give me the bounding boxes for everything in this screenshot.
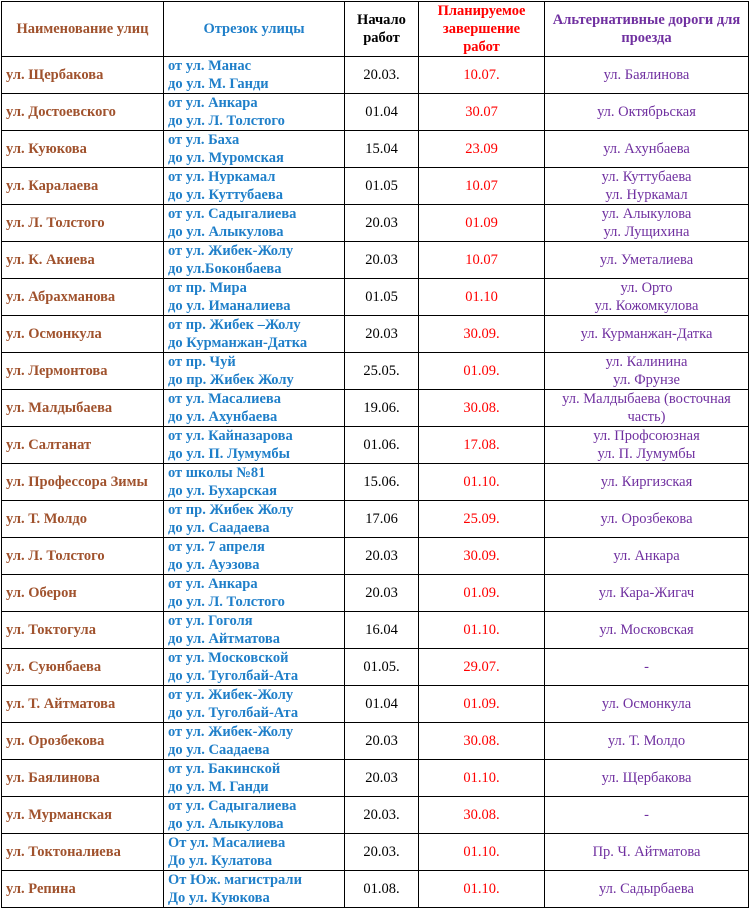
street-name-text: ул. Суюнбаева	[6, 659, 102, 675]
table-row	[2, 168, 749, 205]
street-segment	[164, 575, 345, 612]
start-date-text: 20.03.	[363, 844, 400, 860]
table-row	[2, 834, 749, 871]
alternative-roads	[545, 538, 749, 575]
street-name-text: ул. Щербакова	[6, 67, 104, 83]
street-segment-text: От Юж. магистрали	[168, 872, 302, 888]
planned-end-date	[419, 871, 545, 908]
alternative-roads-text: ул. Уметалиева	[599, 252, 694, 268]
start-date-text: 19.06.	[363, 400, 400, 416]
table-row	[2, 316, 749, 353]
table-row	[2, 760, 749, 797]
alternative-roads-text: ул. Киргизская	[600, 474, 693, 490]
table-row	[2, 242, 749, 279]
start-date	[345, 205, 419, 242]
street-segment-text: до ул. Иманалиева	[168, 298, 291, 314]
table-row	[2, 501, 749, 538]
planned-end-date	[419, 205, 545, 242]
alternative-roads-text: ул. Алыкулова	[601, 206, 692, 222]
start-date-text: 20.03	[365, 770, 398, 786]
street-name	[2, 390, 164, 427]
street-segment-text: до ул. Куттубаева	[168, 187, 284, 203]
street-segment	[164, 871, 345, 908]
table-row	[2, 353, 749, 390]
start-date	[345, 279, 419, 316]
street-segment-text: от пр. Жибек –Жолу	[168, 317, 301, 333]
start-date	[345, 649, 419, 686]
street-segment	[164, 131, 345, 168]
street-name-text: ул. Лермонтова	[6, 363, 108, 379]
start-date	[345, 612, 419, 649]
alternative-roads-text: ул. Т. Молдо	[607, 733, 686, 749]
alternative-roads-text: ул. Кара-Жигач	[598, 585, 695, 601]
start-date-text: 17.06	[365, 511, 398, 527]
street-name	[2, 686, 164, 723]
street-name	[2, 131, 164, 168]
street-name	[2, 834, 164, 871]
street-name	[2, 427, 164, 464]
street-segment	[164, 390, 345, 427]
alternative-roads-text: -	[644, 807, 649, 823]
street-name-text: ул. Мурманская	[6, 807, 112, 823]
alternative-roads-text: ул. Щербакова	[601, 770, 692, 786]
header-row	[2, 2, 749, 57]
street-name	[2, 316, 164, 353]
start-date	[345, 723, 419, 760]
start-date	[345, 834, 419, 871]
alternative-roads-text: ул. Курманжан-Датка	[580, 326, 713, 342]
street-name	[2, 205, 164, 242]
planned-end-date-text: 30.07	[465, 104, 498, 120]
street-segment-text: до ул. Саадаева	[168, 742, 270, 758]
start-date-text: 01.04	[365, 696, 398, 712]
street-segment-text: от ул. Масалиева	[168, 391, 282, 407]
alternative-roads	[545, 279, 749, 316]
street-name	[2, 612, 164, 649]
street-segment	[164, 168, 345, 205]
start-date	[345, 57, 419, 94]
alternative-roads-text: ул. Садырбаева	[599, 881, 694, 897]
street-segment-text: до ул. Саадаева	[168, 520, 270, 536]
table-row	[2, 464, 749, 501]
start-date-text: 20.03	[365, 585, 398, 601]
table-row	[2, 205, 749, 242]
alternative-roads-text: ул. Московская	[599, 622, 694, 638]
table-row	[2, 612, 749, 649]
table-row	[2, 871, 749, 908]
planned-end-date-text: 01.10.	[463, 881, 500, 897]
planned-end-date	[419, 501, 545, 538]
table-row	[2, 686, 749, 723]
street-segment-text: от школы №81	[168, 465, 266, 481]
table-row	[2, 538, 749, 575]
start-date-text: 20.03.	[363, 807, 400, 823]
start-date	[345, 131, 419, 168]
street-segment	[164, 279, 345, 316]
alternative-roads-text: часть)	[627, 409, 666, 425]
table-row	[2, 131, 749, 168]
street-segment-text: до ул. Туголбай-Ата	[168, 668, 299, 684]
table-row	[2, 57, 749, 94]
start-date	[345, 464, 419, 501]
street-segment	[164, 797, 345, 834]
street-segment	[164, 316, 345, 353]
planned-end-date-text: 10.07.	[463, 67, 500, 83]
header-street: Наименование улиц	[2, 2, 164, 57]
start-date	[345, 760, 419, 797]
start-date-text: 20.03	[365, 215, 398, 231]
alternative-roads-text: ул. Профсоюзная	[593, 428, 700, 444]
street-name	[2, 649, 164, 686]
street-segment-text: от ул. Манас	[168, 58, 252, 74]
street-segment-text: до ул. Алыкулова	[168, 224, 284, 240]
planned-end-date-text: 01.10.	[463, 770, 500, 786]
street-segment-text: от ул. Жибек-Жолу	[168, 687, 294, 703]
street-name	[2, 242, 164, 279]
street-segment-text: от ул. Московской	[168, 650, 289, 666]
street-segment-text: до ул.Боконбаева	[168, 261, 282, 277]
alternative-roads-text: ул. Осмонкула	[601, 696, 692, 712]
alternative-roads	[545, 871, 749, 908]
alternative-roads-text: ул. Малдыбаева (восточная	[562, 391, 731, 407]
planned-end-date-text: 29.07.	[463, 659, 500, 675]
street-segment-text: от пр. Жибек Жолу	[168, 502, 294, 518]
alternative-roads	[545, 649, 749, 686]
start-date-text: 16.04	[365, 622, 398, 638]
street-segment-text: до ул. М. Ганди	[168, 76, 269, 92]
street-name-text: ул. К. Акиева	[6, 252, 95, 268]
start-date-text: 15.06.	[363, 474, 400, 490]
alternative-roads	[545, 797, 749, 834]
street-segment-text: от ул. Садыгалиева	[168, 206, 297, 222]
street-segment-text: от ул. Анкара	[168, 576, 258, 592]
street-name-text: ул. Л. Толстого	[6, 215, 105, 231]
start-date	[345, 316, 419, 353]
street-segment-text: от ул. Анкара	[168, 95, 258, 111]
start-date	[345, 427, 419, 464]
street-segment-text: До ул. Кулатова	[168, 853, 273, 869]
header-start: Начало работ	[345, 2, 419, 57]
street-name-text: ул. Орозбекова	[6, 733, 105, 749]
planned-end-date	[419, 686, 545, 723]
street-segment-text: от ул. Бакинской	[168, 761, 281, 777]
roadworks-table	[1, 1, 749, 908]
street-segment-text: до ул. Ауэзова	[168, 557, 260, 573]
start-date	[345, 94, 419, 131]
alternative-roads-text: ул. Кожомкулова	[594, 298, 699, 314]
street-segment-text: от пр. Чуй	[168, 354, 236, 370]
start-date-text: 01.05	[365, 289, 398, 305]
planned-end-date-text: 01.10	[465, 289, 498, 305]
street-segment-text: от ул. 7 апреля	[168, 539, 265, 555]
planned-end-date-text: 30.09.	[463, 326, 500, 342]
header-alt: Альтернативные дороги для проезда	[545, 2, 749, 57]
street-name	[2, 575, 164, 612]
start-date	[345, 390, 419, 427]
street-segment	[164, 612, 345, 649]
planned-end-date-text: 17.08.	[463, 437, 500, 453]
street-segment-text: от ул. Садыгалиева	[168, 798, 297, 814]
planned-end-date	[419, 575, 545, 612]
street-name-text: ул. Баялинова	[6, 770, 100, 786]
street-name-text: ул. Токтогула	[6, 622, 96, 638]
street-segment	[164, 538, 345, 575]
street-segment-text: от ул. Баха	[168, 132, 240, 148]
street-segment	[164, 760, 345, 797]
street-segment-text: до ул. П. Лумумбы	[168, 446, 290, 462]
street-segment-text: от ул. Жибек-Жолу	[168, 243, 294, 259]
alternative-roads-text: ул. Фрунзе	[613, 372, 680, 388]
alternative-roads	[545, 612, 749, 649]
planned-end-date-text: 25.09.	[463, 511, 500, 527]
start-date-text: 20.03	[365, 252, 398, 268]
alternative-roads	[545, 760, 749, 797]
planned-end-date-text: 30.09.	[463, 548, 500, 564]
table-row	[2, 94, 749, 131]
street-name	[2, 797, 164, 834]
street-name	[2, 538, 164, 575]
street-name-text: ул. Оберон	[6, 585, 77, 601]
alternative-roads-text: ул. Калинина	[605, 354, 688, 370]
planned-end-date-text: 30.08.	[463, 807, 500, 823]
start-date	[345, 686, 419, 723]
street-name	[2, 94, 164, 131]
start-date-text: 20.03.	[363, 67, 400, 83]
street-name-text: ул. Куюкова	[6, 141, 87, 157]
planned-end-date	[419, 760, 545, 797]
street-segment	[164, 834, 345, 871]
start-date	[345, 501, 419, 538]
alternative-roads-text: ул. Орозбекова	[600, 511, 693, 527]
start-date	[345, 871, 419, 908]
alternative-roads-text: Пр. Ч. Айтматова	[592, 844, 701, 860]
planned-end-date-text: 01.09.	[463, 696, 500, 712]
street-name	[2, 871, 164, 908]
start-date	[345, 538, 419, 575]
planned-end-date	[419, 538, 545, 575]
street-name-text: ул. Профессора Зимы	[6, 474, 148, 490]
street-name-text: ул. Токтоналиева	[6, 844, 121, 860]
street-name	[2, 723, 164, 760]
street-segment	[164, 353, 345, 390]
planned-end-date	[419, 353, 545, 390]
street-name-text: ул. Каралаева	[6, 178, 99, 194]
start-date	[345, 797, 419, 834]
planned-end-date	[419, 390, 545, 427]
street-segment-text: до Курманжан-Датка	[168, 335, 308, 351]
street-name	[2, 353, 164, 390]
planned-end-date	[419, 94, 545, 131]
planned-end-date	[419, 131, 545, 168]
header-segment: Отрезок улицы	[164, 2, 345, 57]
planned-end-date-text: 01.10.	[463, 622, 500, 638]
alternative-roads	[545, 168, 749, 205]
street-segment-text: До ул. Куюкова	[168, 890, 270, 906]
street-segment-text: до ул. Л. Толстого	[168, 113, 285, 129]
alternative-roads-text: ул. Орто	[620, 280, 673, 296]
alternative-roads	[545, 464, 749, 501]
alternative-roads-text: ул. П. Лумумбы	[597, 446, 696, 462]
street-name-text: ул. Осмонкула	[6, 326, 102, 342]
alternative-roads-text: ул. Куттубаева	[601, 169, 692, 185]
planned-end-date-text: 10.07	[465, 178, 498, 194]
street-segment	[164, 57, 345, 94]
street-name-text: ул. Абрахманова	[6, 289, 116, 305]
alternative-roads-text: ул. Ахунбаева	[603, 141, 690, 157]
start-date	[345, 353, 419, 390]
planned-end-date-text: 30.08.	[463, 400, 500, 416]
street-name-text: ул. Репина	[6, 881, 76, 897]
start-date-text: 15.04	[365, 141, 398, 157]
planned-end-date-text: 01.09.	[463, 585, 500, 601]
street-name-text: ул. Л. Толстого	[6, 548, 105, 564]
street-name	[2, 760, 164, 797]
street-segment	[164, 723, 345, 760]
street-segment-text: до ул. М. Ганди	[168, 779, 269, 795]
planned-end-date	[419, 464, 545, 501]
street-name	[2, 57, 164, 94]
planned-end-date-text: 01.10.	[463, 474, 500, 490]
street-segment	[164, 649, 345, 686]
start-date-text: 01.05	[365, 178, 398, 194]
planned-end-date	[419, 168, 545, 205]
street-segment	[164, 501, 345, 538]
street-name	[2, 501, 164, 538]
alternative-roads	[545, 427, 749, 464]
planned-end-date	[419, 649, 545, 686]
alternative-roads	[545, 834, 749, 871]
table-body	[2, 57, 749, 908]
table-row	[2, 575, 749, 612]
alternative-roads	[545, 723, 749, 760]
start-date-text: 01.06.	[363, 437, 400, 453]
street-segment-text: до ул. Бухарская	[168, 483, 277, 499]
street-segment-text: до ул. Ахунбаева	[168, 409, 278, 425]
start-date	[345, 168, 419, 205]
street-segment-text: до ул. Муромская	[168, 150, 284, 166]
street-segment	[164, 427, 345, 464]
street-segment	[164, 205, 345, 242]
alternative-roads-text: ул. Октябрьская	[597, 104, 696, 120]
planned-end-date	[419, 57, 545, 94]
alternative-roads	[545, 131, 749, 168]
street-segment	[164, 242, 345, 279]
alternative-roads	[545, 57, 749, 94]
street-segment-text: до пр. Жибек Жолу	[168, 372, 294, 388]
start-date-text: 25.05.	[363, 363, 400, 379]
street-name-text: ул. Малдыбаева	[6, 400, 113, 416]
planned-end-date-text: 10.07	[465, 252, 498, 268]
start-date	[345, 242, 419, 279]
header-end: Планируемое завершение работ	[419, 2, 545, 57]
alternative-roads-text: ул. Нуркамал	[605, 187, 688, 203]
alternative-roads	[545, 390, 749, 427]
alternative-roads	[545, 501, 749, 538]
planned-end-date-text: 01.09.	[463, 363, 500, 379]
street-name-text: ул. Салтанат	[6, 437, 92, 453]
street-segment-text: до ул. Туголбай-Ата	[168, 705, 299, 721]
planned-end-date	[419, 612, 545, 649]
planned-end-date	[419, 723, 545, 760]
start-date	[345, 575, 419, 612]
planned-end-date	[419, 279, 545, 316]
alternative-roads-text: ул. Анкара	[613, 548, 680, 564]
table-row	[2, 279, 749, 316]
start-date-text: 01.08.	[363, 881, 400, 897]
street-name-text: ул. Т. Молдо	[6, 511, 88, 527]
alternative-roads-text: ул. Баялинова	[603, 67, 690, 83]
start-date-text: 20.03	[365, 548, 398, 564]
street-segment	[164, 94, 345, 131]
street-name-text: ул. Т. Айтматова	[6, 696, 116, 712]
street-segment-text: до ул. Алыкулова	[168, 816, 284, 832]
table-row	[2, 427, 749, 464]
street-segment-text: от ул. Жибек-Жолу	[168, 724, 294, 740]
planned-end-date	[419, 427, 545, 464]
alternative-roads	[545, 242, 749, 279]
street-segment-text: от ул. Нуркамал	[168, 169, 276, 185]
alternative-roads-text: -	[644, 659, 649, 675]
street-segment-text: до ул. Айтматова	[168, 631, 280, 647]
table-row	[2, 797, 749, 834]
street-segment-text: от ул. Кайназарова	[168, 428, 293, 444]
alternative-roads	[545, 353, 749, 390]
table-row	[2, 723, 749, 760]
street-segment-text: От ул. Масалиева	[168, 835, 286, 851]
start-date-text: 01.04	[365, 104, 398, 120]
street-name	[2, 279, 164, 316]
planned-end-date-text: 23.09	[465, 141, 498, 157]
alternative-roads	[545, 686, 749, 723]
planned-end-date	[419, 834, 545, 871]
street-segment-text: от пр. Мира	[168, 280, 247, 296]
table-row	[2, 649, 749, 686]
street-name	[2, 464, 164, 501]
start-date-text: 20.03	[365, 733, 398, 749]
street-name-text: ул. Достоевского	[6, 104, 116, 120]
street-segment	[164, 464, 345, 501]
alternative-roads-text: ул. Лущихина	[603, 224, 690, 240]
alternative-roads	[545, 316, 749, 353]
alternative-roads	[545, 575, 749, 612]
planned-end-date	[419, 797, 545, 834]
planned-end-date-text: 01.09	[465, 215, 498, 231]
planned-end-date-text: 30.08.	[463, 733, 500, 749]
planned-end-date	[419, 316, 545, 353]
street-name	[2, 168, 164, 205]
alternative-roads	[545, 205, 749, 242]
alternative-roads	[545, 94, 749, 131]
start-date-text: 20.03	[365, 326, 398, 342]
planned-end-date-text: 01.10.	[463, 844, 500, 860]
start-date-text: 01.05.	[363, 659, 400, 675]
street-segment	[164, 686, 345, 723]
street-segment-text: от ул. Гоголя	[168, 613, 253, 629]
street-segment-text: до ул. Л. Толстого	[168, 594, 285, 610]
table-row	[2, 390, 749, 427]
planned-end-date	[419, 242, 545, 279]
